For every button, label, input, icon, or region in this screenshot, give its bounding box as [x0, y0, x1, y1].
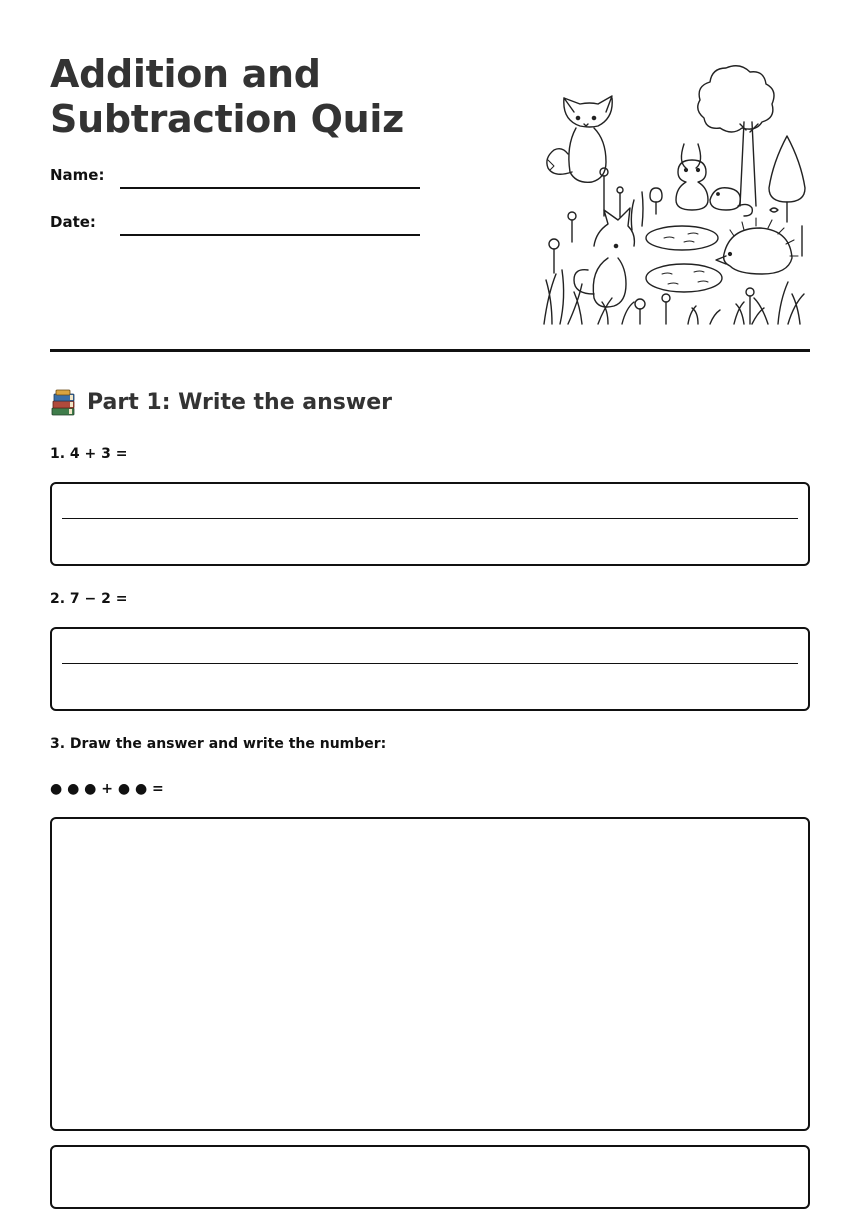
books-icon: [50, 388, 78, 418]
name-label: Name:: [50, 166, 105, 184]
question-3-expression: ● ● ● + ● ● =: [50, 781, 164, 797]
answer-line-2: [62, 663, 798, 664]
answer-box-4[interactable]: [50, 1145, 810, 1209]
header-divider: [50, 349, 810, 352]
drawing-box-3[interactable]: [50, 817, 810, 1131]
date-field[interactable]: [50, 207, 420, 237]
title-line-1: Addition and: [50, 52, 321, 96]
date-label: Date:: [50, 213, 96, 231]
page-title: [50, 52, 450, 142]
woodland-illustration: [538, 60, 810, 328]
question-1-prompt: 1. 4 + 3 =: [50, 446, 128, 462]
date-write-line[interactable]: [120, 234, 420, 236]
answer-box-1[interactable]: [50, 482, 810, 566]
answer-box-2[interactable]: [50, 627, 810, 711]
question-2-prompt: 2. 7 − 2 =: [50, 591, 128, 607]
answer-line-1: [62, 518, 798, 519]
section-1-title: Part 1: Write the answer: [87, 390, 392, 415]
name-field[interactable]: [50, 160, 420, 190]
question-3-prompt: 3. Draw the answer and write the number:: [50, 736, 387, 752]
section-1-heading: [50, 388, 550, 420]
title-line-2: Subtraction Quiz: [50, 97, 404, 141]
name-write-line[interactable]: [120, 187, 420, 189]
